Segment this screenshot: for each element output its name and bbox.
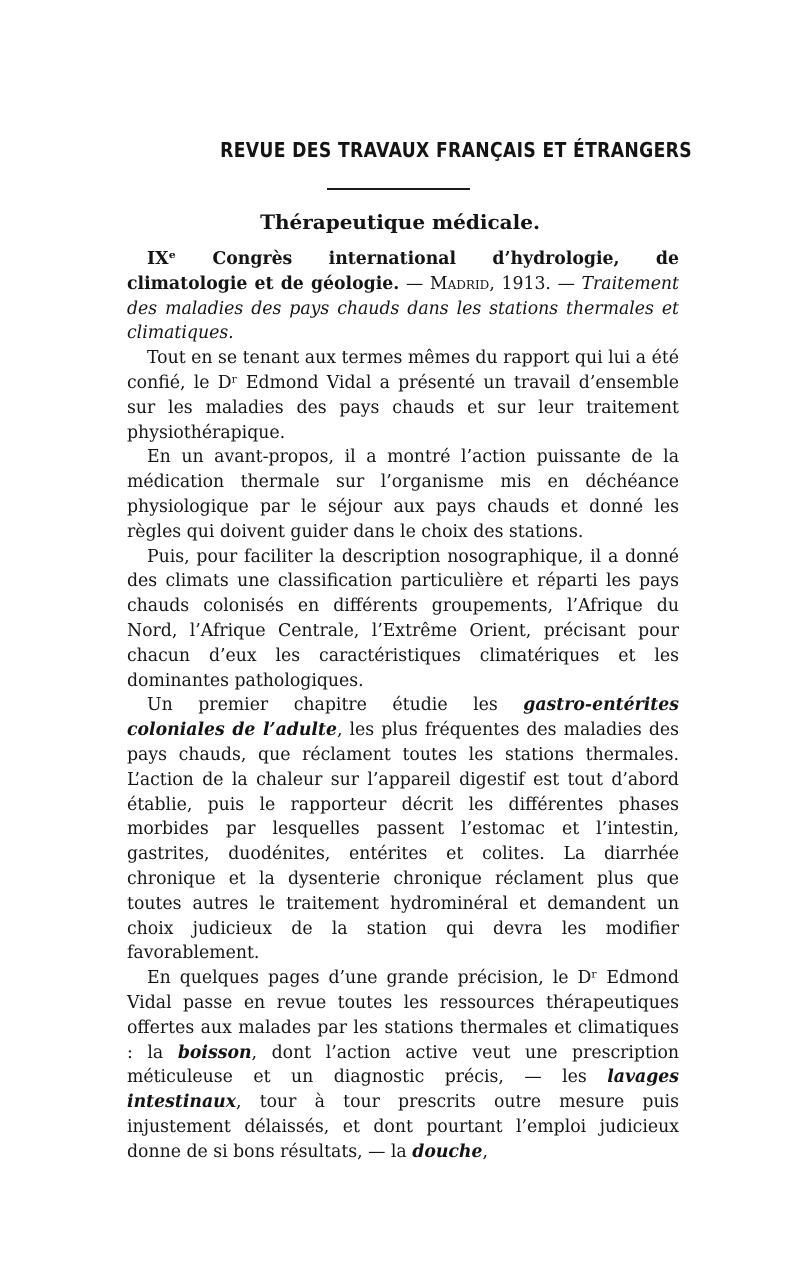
header-rule — [327, 188, 470, 190]
paragraph-2: En un avant-propos, il a montré l’action puissante de la médication thermale sur l’organisme mis en déchéance physiologique par le séjour aux pays chauds et donné les règles qui doivent guider dans le choix des stations. — [127, 447, 679, 542]
section-title: Thérapeutique médicale. — [260, 210, 540, 234]
citation-city: Madrid — [429, 273, 490, 294]
paragraph-5-text-c: , tour à tour prescrits outre mesure puis injustement délaissés, et dont pourtant l’emploi judicieux donne de si bons résultats, — la — [127, 1092, 679, 1162]
paragraph-3: Puis, pour faciliter la description nosographique, il a donné des climats une classification particulière et réparti les pays chauds colonisés en différents groupements, l’Afrique du Nord, l’Afrique Centrale, l’Extrême Orient, précisant pour chacun d’eux les caractéristiques climatériques et les dominantes pathologiques. — [127, 546, 679, 691]
paragraph-4-emphasis: gastro-entérites coloniales de l’adulte — [127, 695, 679, 741]
paragraph-4-text-a: Un premier chapitre étudie les — [147, 695, 524, 716]
paragraph-4 — [127, 693, 679, 966]
paragraph-5-emphasis-douche: douche — [412, 1141, 483, 1162]
running-head: REVUE DES TRAVAUX FRANÇAIS ET ÉTRANGERS — [220, 138, 693, 162]
paragraph-1: Tout en se tenant aux termes mêmes du rapport qui lui a été confié, le Dʳ Edmond Vidal a présenté un travail d’ensemble sur les maladies des pays chauds et sur leur traitement physiothérapique. — [127, 348, 679, 443]
congress-name: IXᵉ Congrès international d’hydrologie, de climatologie et de géologie. — [127, 249, 679, 294]
citation-year: , 1913. — — [489, 273, 582, 294]
citation-title: Traitement des maladies des pays chauds dans les stations thermales et climatiques. — [127, 273, 679, 344]
article-body — [127, 247, 679, 1164]
paragraph-5-emphasis-lavages: lavages intestinaux — [127, 1067, 679, 1113]
citation-paragraph — [127, 247, 679, 346]
paragraph-5-text-d: , — [482, 1141, 488, 1162]
paragraph-5-text-b: , dont l’action active veut une prescription méticuleuse et un diagnostic précis, — les — [127, 1042, 679, 1088]
paragraph-5 — [127, 966, 679, 1164]
paragraph-5-emphasis-boisson: boisson — [177, 1042, 252, 1063]
citation-dash: — — [399, 273, 430, 294]
paragraph-4-text-b: , les plus fréquentes des maladies des pays chauds, que réclament toutes les stations thermales. L’action de la chaleur sur l’appareil digestif est tout d’abord établie, puis le rapporteur décrit les différentes phases morbides par lesquelles passent l’estomac et l’intestin, gastrites, duodénites, entérites et colites. La diarrhée chronique et la dysenterie chronique réclament plus que toutes autres le traitement hydrominéral et demandent un choix judicieux de la station qui devra les modifier favorablement. — [127, 720, 679, 964]
paragraph-5-text-a: En quelques pages d’une grande précision, le Dʳ Edmond Vidal passe en revue toutes les ressources thérapeutiques offertes aux malades par les stations thermales et climatiques : la — [127, 968, 679, 1063]
